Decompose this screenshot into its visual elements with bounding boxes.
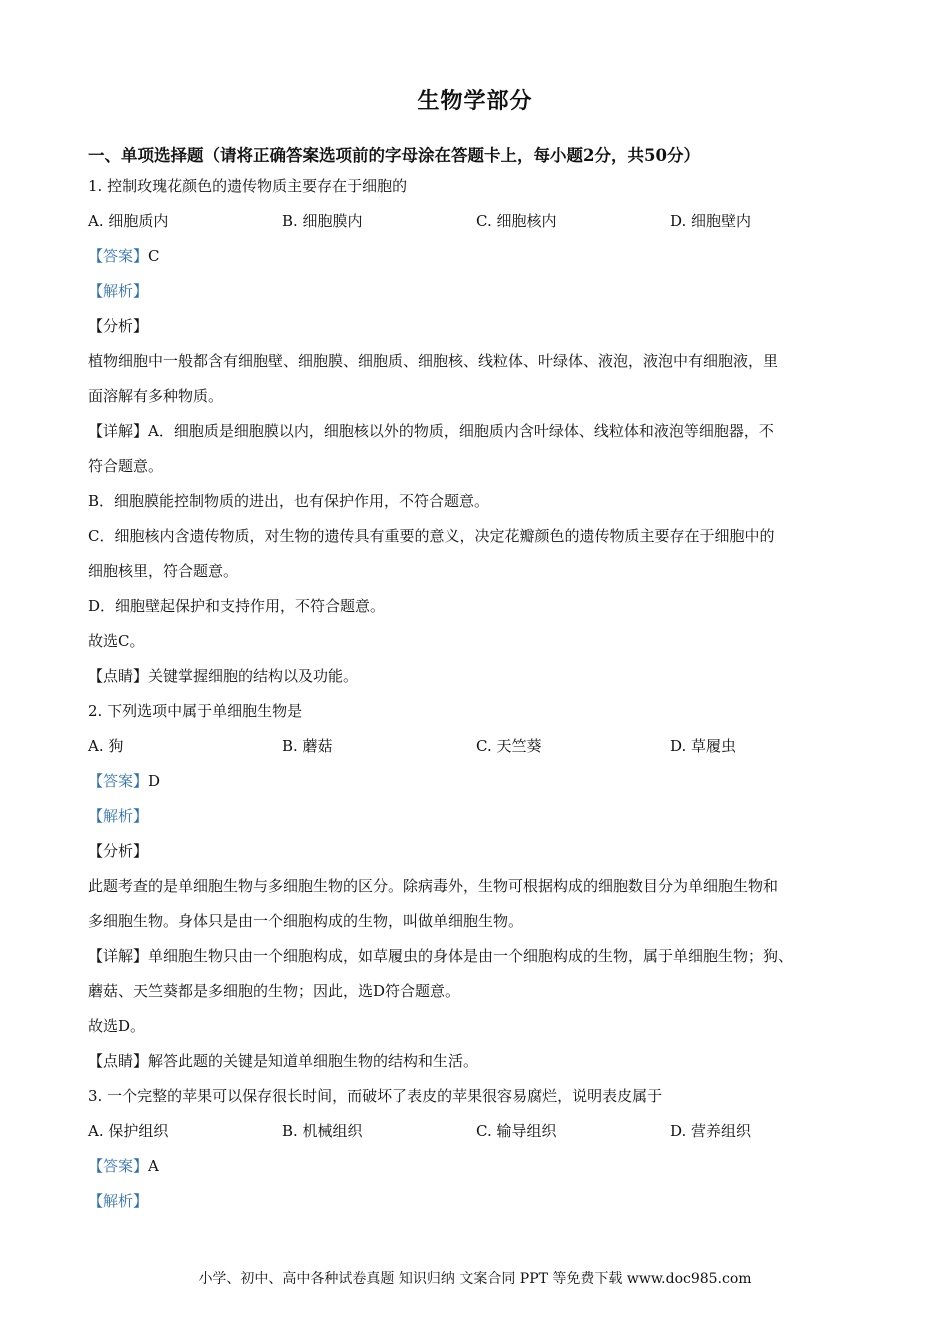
text-line: 【详解】A．细胞质是细胞膜以内，细胞核以外的物质，细胞质内含叶绿体、线粒体和液泡等细胞器，不 (88, 422, 774, 440)
detail-paragraph (88, 489, 864, 513)
text-line: 故选C。 (88, 632, 145, 650)
answer-line (88, 244, 864, 268)
answer-label: 【答案】 (88, 1157, 149, 1175)
comment-line: 【点睛】关键掌握细胞的结构以及功能。 (88, 667, 359, 685)
text-line: D．细胞壁起保护和支持作用，不符合题意。 (88, 597, 386, 615)
analysis-header: 【解析】 (88, 807, 149, 825)
text-line: 蘑菇、天竺葵都是多细胞的生物；因此，选D符合题意。 (88, 982, 461, 1000)
options-row (88, 1119, 864, 1143)
text-line: 【详解】单细胞生物只由一个细胞构成，如草履虫的身体是由一个细胞构成的生物，属于单细胞生物；狗、 (88, 947, 794, 965)
options-row (88, 209, 864, 233)
option-c: C. 输导组织 (476, 1122, 557, 1140)
conclusion (88, 629, 864, 653)
comment-label: 【点睛】 (88, 667, 149, 685)
analysis-header: 【解析】 (88, 1192, 149, 1210)
detail-label: 【详解】 (88, 422, 149, 440)
detail-paragraph (88, 524, 864, 583)
option-d: D. 营养组织 (670, 1122, 752, 1140)
options-row (88, 734, 864, 758)
question-list (88, 174, 864, 1224)
detail-label: 【详解】 (88, 947, 149, 965)
text-line: 细胞核里，符合题意。 (88, 562, 239, 580)
option-a: A. 细胞质内 (88, 212, 169, 230)
option-a: A. 狗 (88, 737, 124, 755)
answer-label: 【答案】 (88, 772, 149, 790)
answer-value: A (148, 1157, 159, 1175)
detail-paragraph (88, 944, 864, 1003)
option-d: D. 草履虫 (670, 737, 737, 755)
text-line: 故选D。 (88, 1017, 146, 1035)
question-stem: 2. 下列选项中属于单细胞生物是 (88, 702, 303, 720)
fenxi-label: 【分析】 (88, 842, 149, 860)
conclusion (88, 1014, 864, 1038)
detail-paragraph (88, 594, 864, 618)
fenxi-paragraph (88, 349, 864, 408)
answer-line (88, 1154, 864, 1178)
fenxi-paragraph (88, 874, 864, 933)
option-b: B. 细胞膜内 (282, 212, 363, 230)
option-c: C. 细胞核内 (476, 212, 557, 230)
option-b: B. 机械组织 (282, 1122, 363, 1140)
text-line: 植物细胞中一般都含有细胞壁、细胞膜、细胞质、细胞核、线粒体、叶绿体、液泡，液泡中有细胞液，里 (88, 352, 779, 370)
section-heading: 一、单项选择题（请将正确答案选项前的字母涂在答题卡上，每小题2分，共50分） (88, 146, 700, 165)
question-stem: 1. 控制玫瑰花颜色的遗传物质主要存在于细胞的 (88, 177, 408, 195)
option-d: D. 细胞壁内 (670, 212, 752, 230)
option-b: B. 蘑菇 (282, 737, 333, 755)
answer-line (88, 769, 864, 793)
text-line: 此题考查的是单细胞生物与多细胞生物的区分。除病毒外，生物可根据构成的细胞数目分为单细胞生物和 (88, 877, 779, 895)
analysis-header: 【解析】 (88, 282, 149, 300)
answer-label: 【答案】 (88, 247, 149, 265)
option-a: A. 保护组织 (88, 1122, 169, 1140)
text-line: B．细胞膜能控制物质的进出，也有保护作用，不符合题意。 (88, 492, 490, 510)
text-line: 多细胞生物。身体只是由一个细胞构成的生物，叫做单细胞生物。 (88, 912, 524, 930)
text-line: 符合题意。 (88, 457, 164, 475)
text-line: 面溶解有多种物质。 (88, 387, 224, 405)
option-c: C. 天竺葵 (476, 737, 542, 755)
comment-line: 【点睛】解答此题的关键是知道单细胞生物的结构和生活。 (88, 1052, 479, 1070)
answer-value: D (148, 772, 161, 790)
detail-paragraph (88, 419, 864, 478)
footer-link[interactable]: 小学、初中、高中各种试卷真题 知识归纳 文案合同 PPT 等免费下载 www.doc985.com (198, 1271, 752, 1287)
page-title: 生物学部分 (417, 88, 533, 114)
fenxi-label: 【分析】 (88, 317, 149, 335)
text-line: C．细胞核内含遗传物质，对生物的遗传具有重要的意义，决定花瓣颜色的遗传物质主要存在于细胞中的 (88, 527, 775, 545)
question-stem: 3. 一个完整的苹果可以保存很长时间，而破坏了表皮的苹果很容易腐烂，说明表皮属于 (88, 1087, 663, 1105)
answer-value: C (148, 247, 160, 265)
comment-label: 【点睛】 (88, 1052, 149, 1070)
